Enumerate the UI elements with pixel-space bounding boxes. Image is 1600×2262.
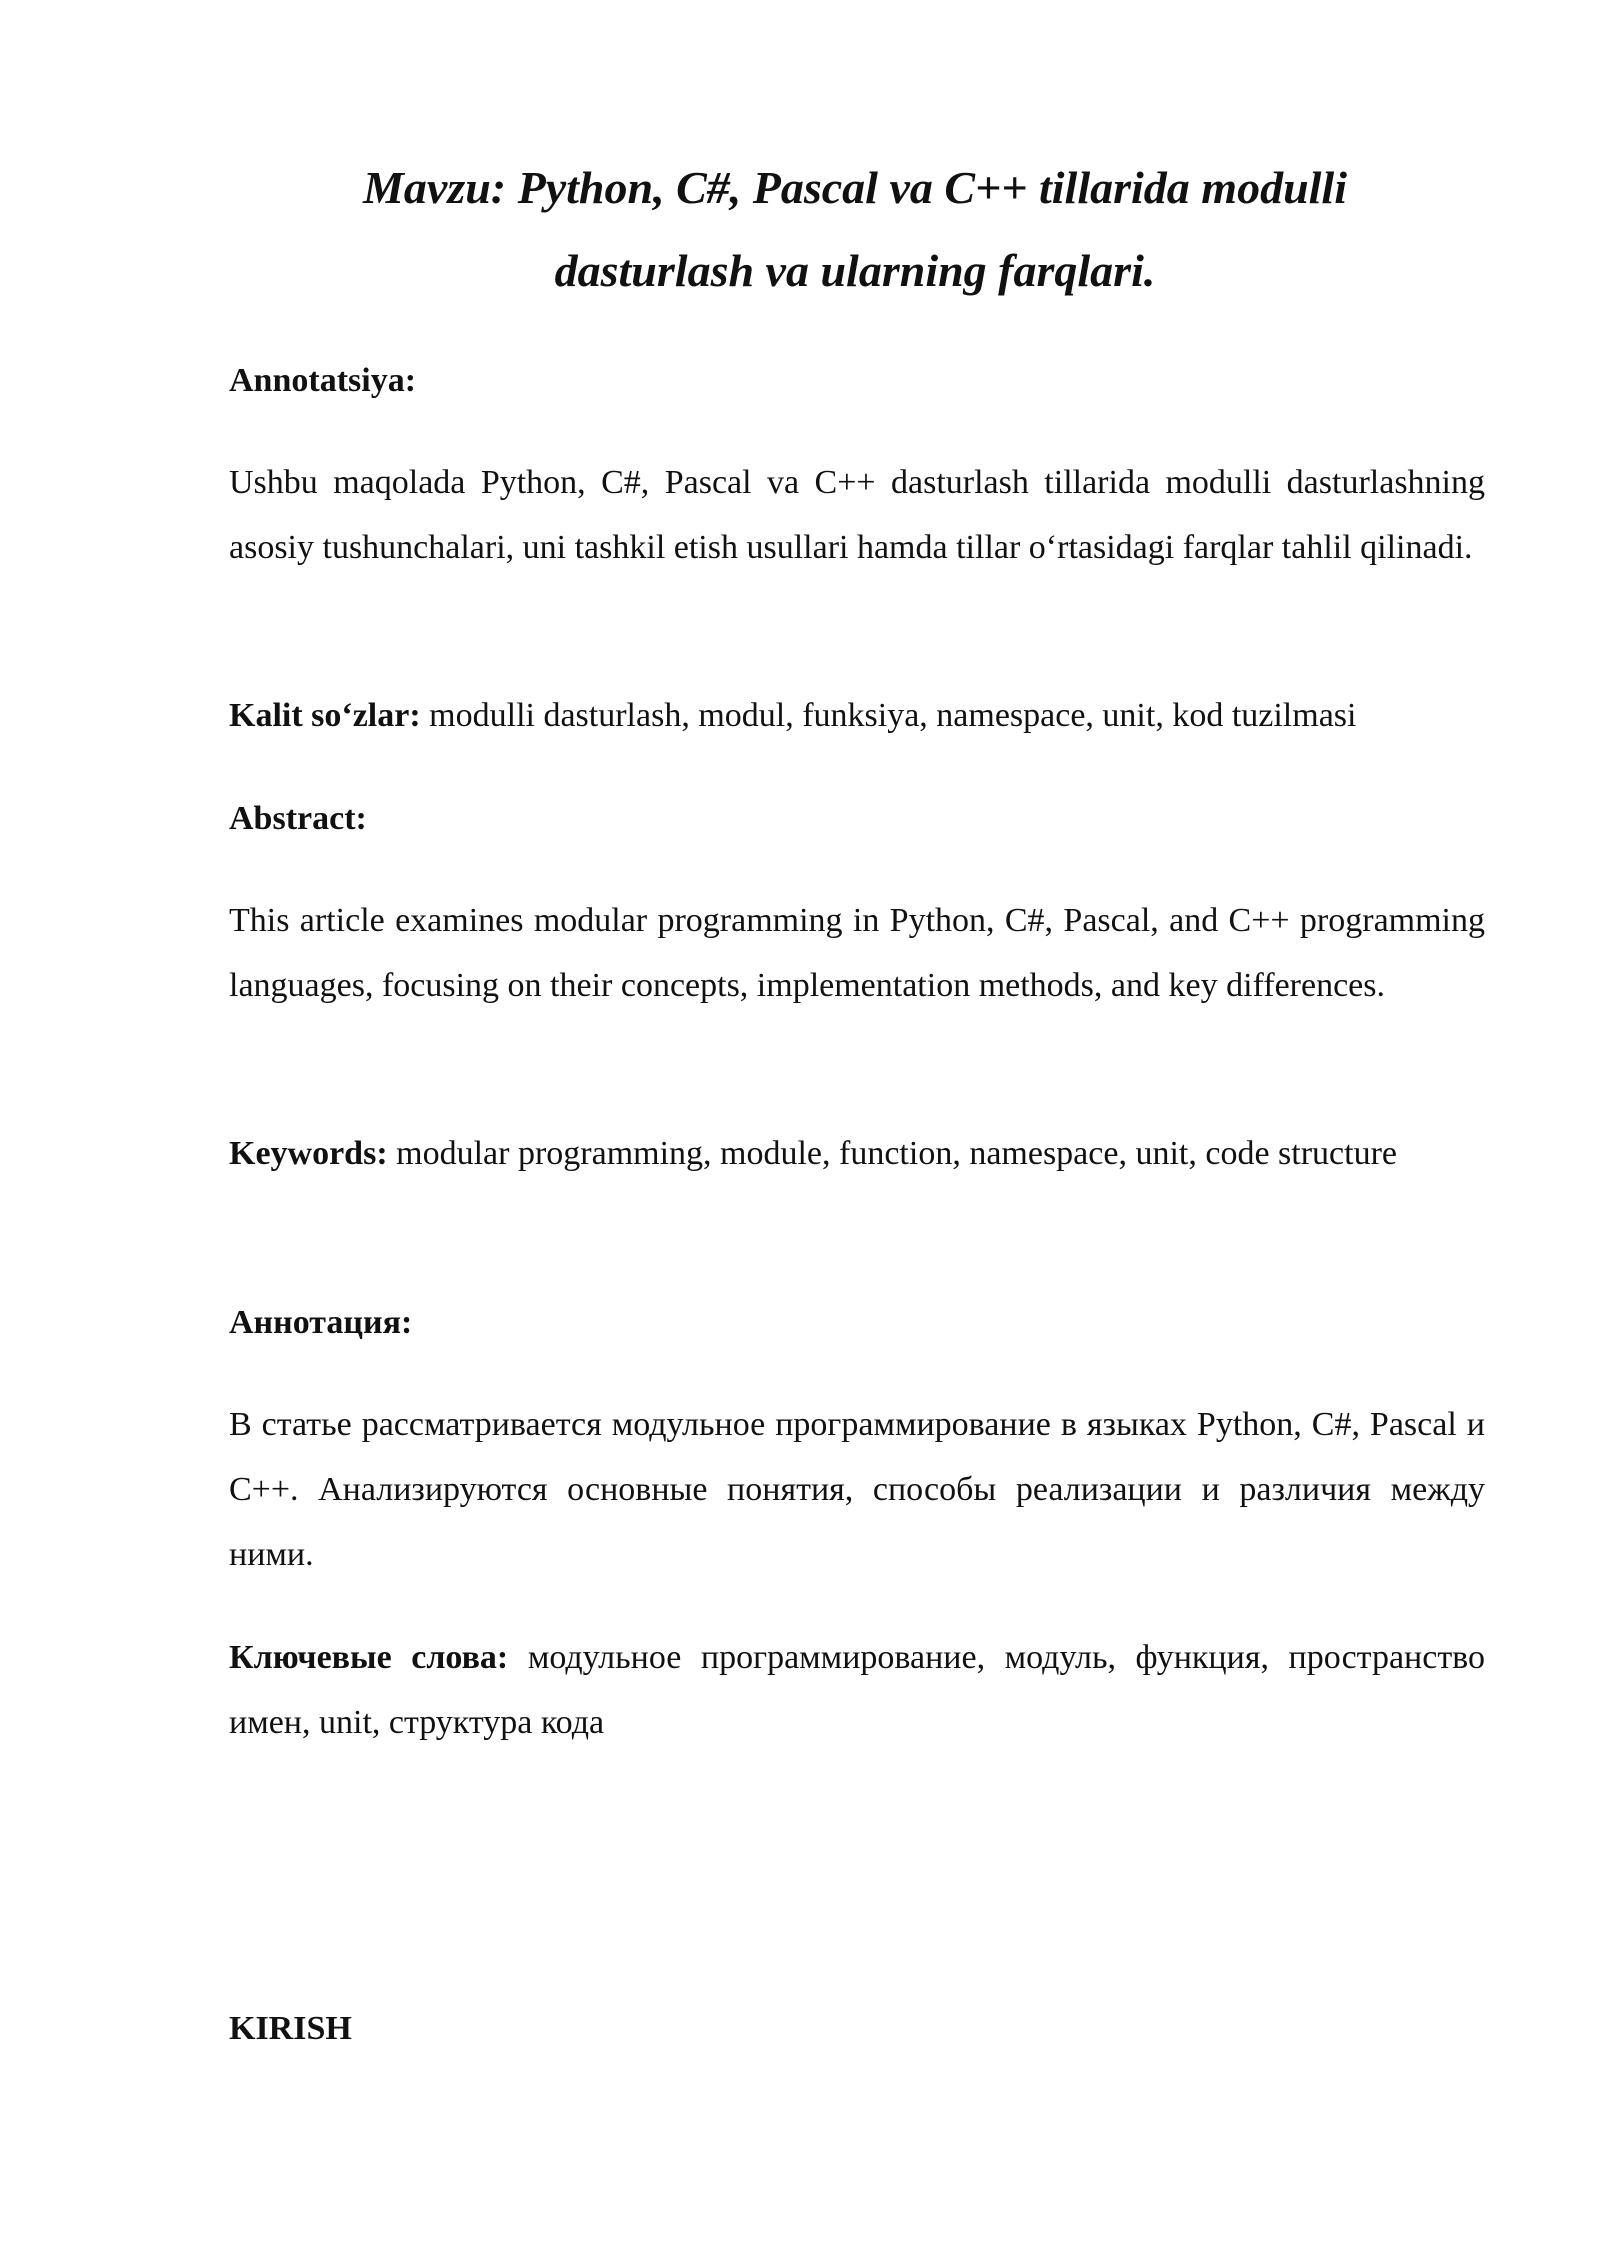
keywords-en [229, 1121, 1485, 1186]
annotation-ru-text: В статье рассматривается модульное программирование в языках Python, C#, Pascal и C++. Анализируются основные понятия, способы реализации и различия между ними. [229, 1406, 1485, 1573]
keywords-ru-label: Ключевые слова: [229, 1639, 509, 1676]
keywords-uz [229, 683, 1485, 748]
abstract-en-text: This article examines modular programming in Python, C#, Pascal, and C++ programming languages, focusing on their concepts, implementation methods, and key differences. [229, 902, 1485, 1004]
section-heading-kirish: KIRISH [229, 2010, 352, 2047]
keywords-ru [229, 1625, 1485, 1755]
annotation-uz-text: Ushbu maqolada Python, C#, Pascal va C++ dasturlash tillarida modulli dasturlashning asosiy tushunchalari, uni tashkil etish usullari hamda tillar o‘rtasidagi farqlar tahlil qilinadi. [229, 464, 1485, 566]
keywords-ru-text: модульное программирование, модуль, функция, пространство имен, unit, структура кода [229, 1639, 1485, 1741]
keywords-uz-text: modulli dasturlash, modul, funksiya, namespace, unit, kod tuzilmasi [429, 697, 1357, 734]
title-line-2: dasturlash va ularning farqlari. [554, 245, 1156, 296]
keywords-uz-label: Kalit so‘zlar: [229, 697, 421, 734]
annotation-uz-heading: Annotatsiya: [229, 362, 417, 399]
title-line-1: Mavzu: Python, C#, Pascal va C++ tillarida modulli [363, 162, 1347, 213]
abstract-en-heading: Abstract: [229, 800, 367, 837]
document-title [230, 146, 1480, 312]
annotation-ru-heading: Аннотация: [229, 1304, 413, 1341]
keywords-en-label: Keywords: [229, 1135, 388, 1172]
keywords-en-text: modular programming, module, function, namespace, unit, code structure [396, 1135, 1397, 1172]
